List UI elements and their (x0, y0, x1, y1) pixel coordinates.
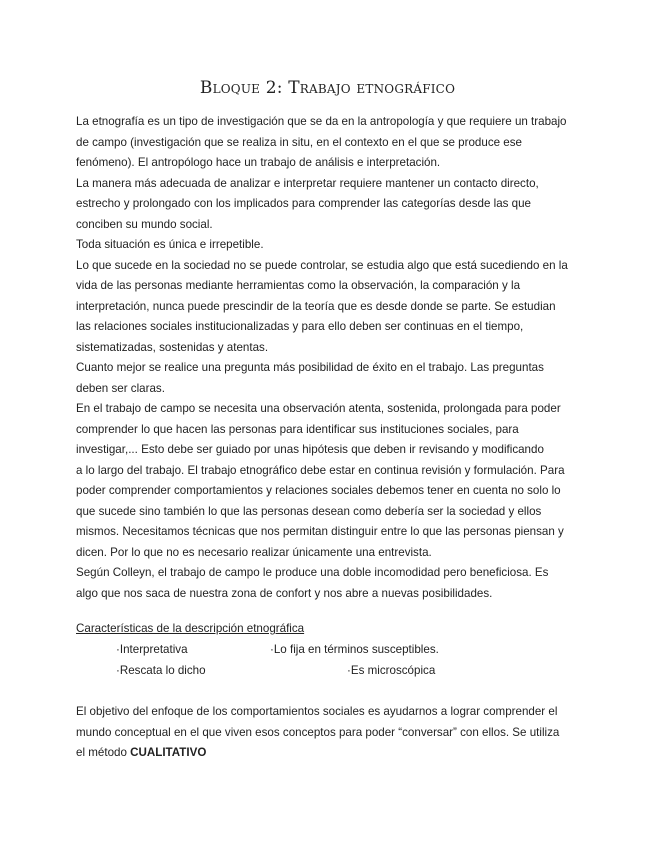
text-line: poder comprender comportamientos y relaciones sociales debemos tener en cuenta no solo lo (76, 484, 561, 497)
text-line (76, 743, 586, 764)
text-line: Lo que sucede en la sociedad no se puede controlar, se estudia algo que está sucediendo en la (76, 258, 568, 272)
section-heading: Características de la descripción etnográfica (76, 622, 305, 635)
text-line: Cuanto mejor se realice una pregunta más posibilidad de éxito en el trabajo. Las preguntas (76, 361, 544, 374)
characteristic-item: ·Rescata lo dicho (116, 664, 206, 677)
text-line: El objetivo del enfoque de los comportamientos sociales es ayudarnos a lograr comprender el (76, 705, 558, 718)
text-line: estrecho y prolongado con los implicados para comprender las categorías desde las que (76, 197, 531, 210)
text-line: fenómeno). El antropólogo hace un trabajo de análisis e interpretación. (76, 156, 441, 169)
characteristic-item: ·Interpretativa (116, 643, 188, 656)
conclusion-paragraph (76, 702, 586, 764)
text-line: dicen. Por lo que no es necesario realizar únicamente una entrevista. (76, 545, 432, 559)
text-line: vida de las personas mediante herramientas como la observación, la comparación y la (76, 279, 521, 292)
body-text (76, 112, 586, 604)
text-line: Según Colleyn, el trabajo de campo le produce una doble incomodidad pero beneficiosa. Es (76, 566, 549, 579)
text-line: La manera más adecuada de analizar e interpretar requiere mantener un contacto directo, (76, 176, 539, 190)
text-line: sistematizadas, sostenidas y atentas. (76, 340, 269, 354)
method-emphasis: CUALITATIVO (130, 746, 207, 759)
characteristic-item: ·Es microscópica (347, 664, 436, 677)
text-line: conciben su mundo social. (76, 217, 213, 231)
text-line: algo que nos saca de nuestra zona de confort y nos abre a nuevas posibilidades. (76, 586, 493, 600)
text-line: mundo conceptual en el que viven esos conceptos para poder “conversar” con ellos. Se utiliza (76, 725, 560, 739)
text-segment: el método (76, 746, 131, 759)
characteristic-item: ·Lo fija en términos susceptibles. (270, 643, 439, 656)
text-line: deben ser claras. (76, 381, 165, 395)
text-line: La etnografía es un tipo de investigación que se da en la antropología y que requiere un trabajo (76, 115, 567, 128)
text-line: mismos. Necesitamos técnicas que nos permitan distinguir entre lo que las personas piensan y (76, 525, 564, 538)
text-line: a lo largo del trabajo. El trabajo etnográfico debe estar en continua revisión y formulación. Para (76, 463, 565, 477)
text-line: investigar,... Esto debe ser guiado por unas hipótesis que deben ir revisando y modificando (76, 443, 544, 456)
text-line: interpretación, nunca puede prescindir de la teoría que es desde donde se parte. Se estudian (76, 299, 556, 313)
text-line: de campo (investigación que se realiza in situ, en el contexto en el que se produce ese (76, 135, 522, 149)
text-line: En el trabajo de campo se necesita una observación atenta, sostenida, prolongada para poder (76, 402, 561, 415)
text-line: las relaciones sociales institucionalizadas y para ello deben ser continuas en el tiempo, (76, 320, 524, 333)
text-line: comprender lo que hacen las personas para identificar sus instituciones sociales, para (76, 422, 519, 436)
text-line: Toda situación es única e irrepetible. (76, 238, 264, 251)
text-line: que sucede sino también lo que las personas desean como debería ser la sociedad y ellos (76, 504, 542, 518)
page-title: Bloque 2: Trabajo etnográfico (199, 78, 456, 98)
